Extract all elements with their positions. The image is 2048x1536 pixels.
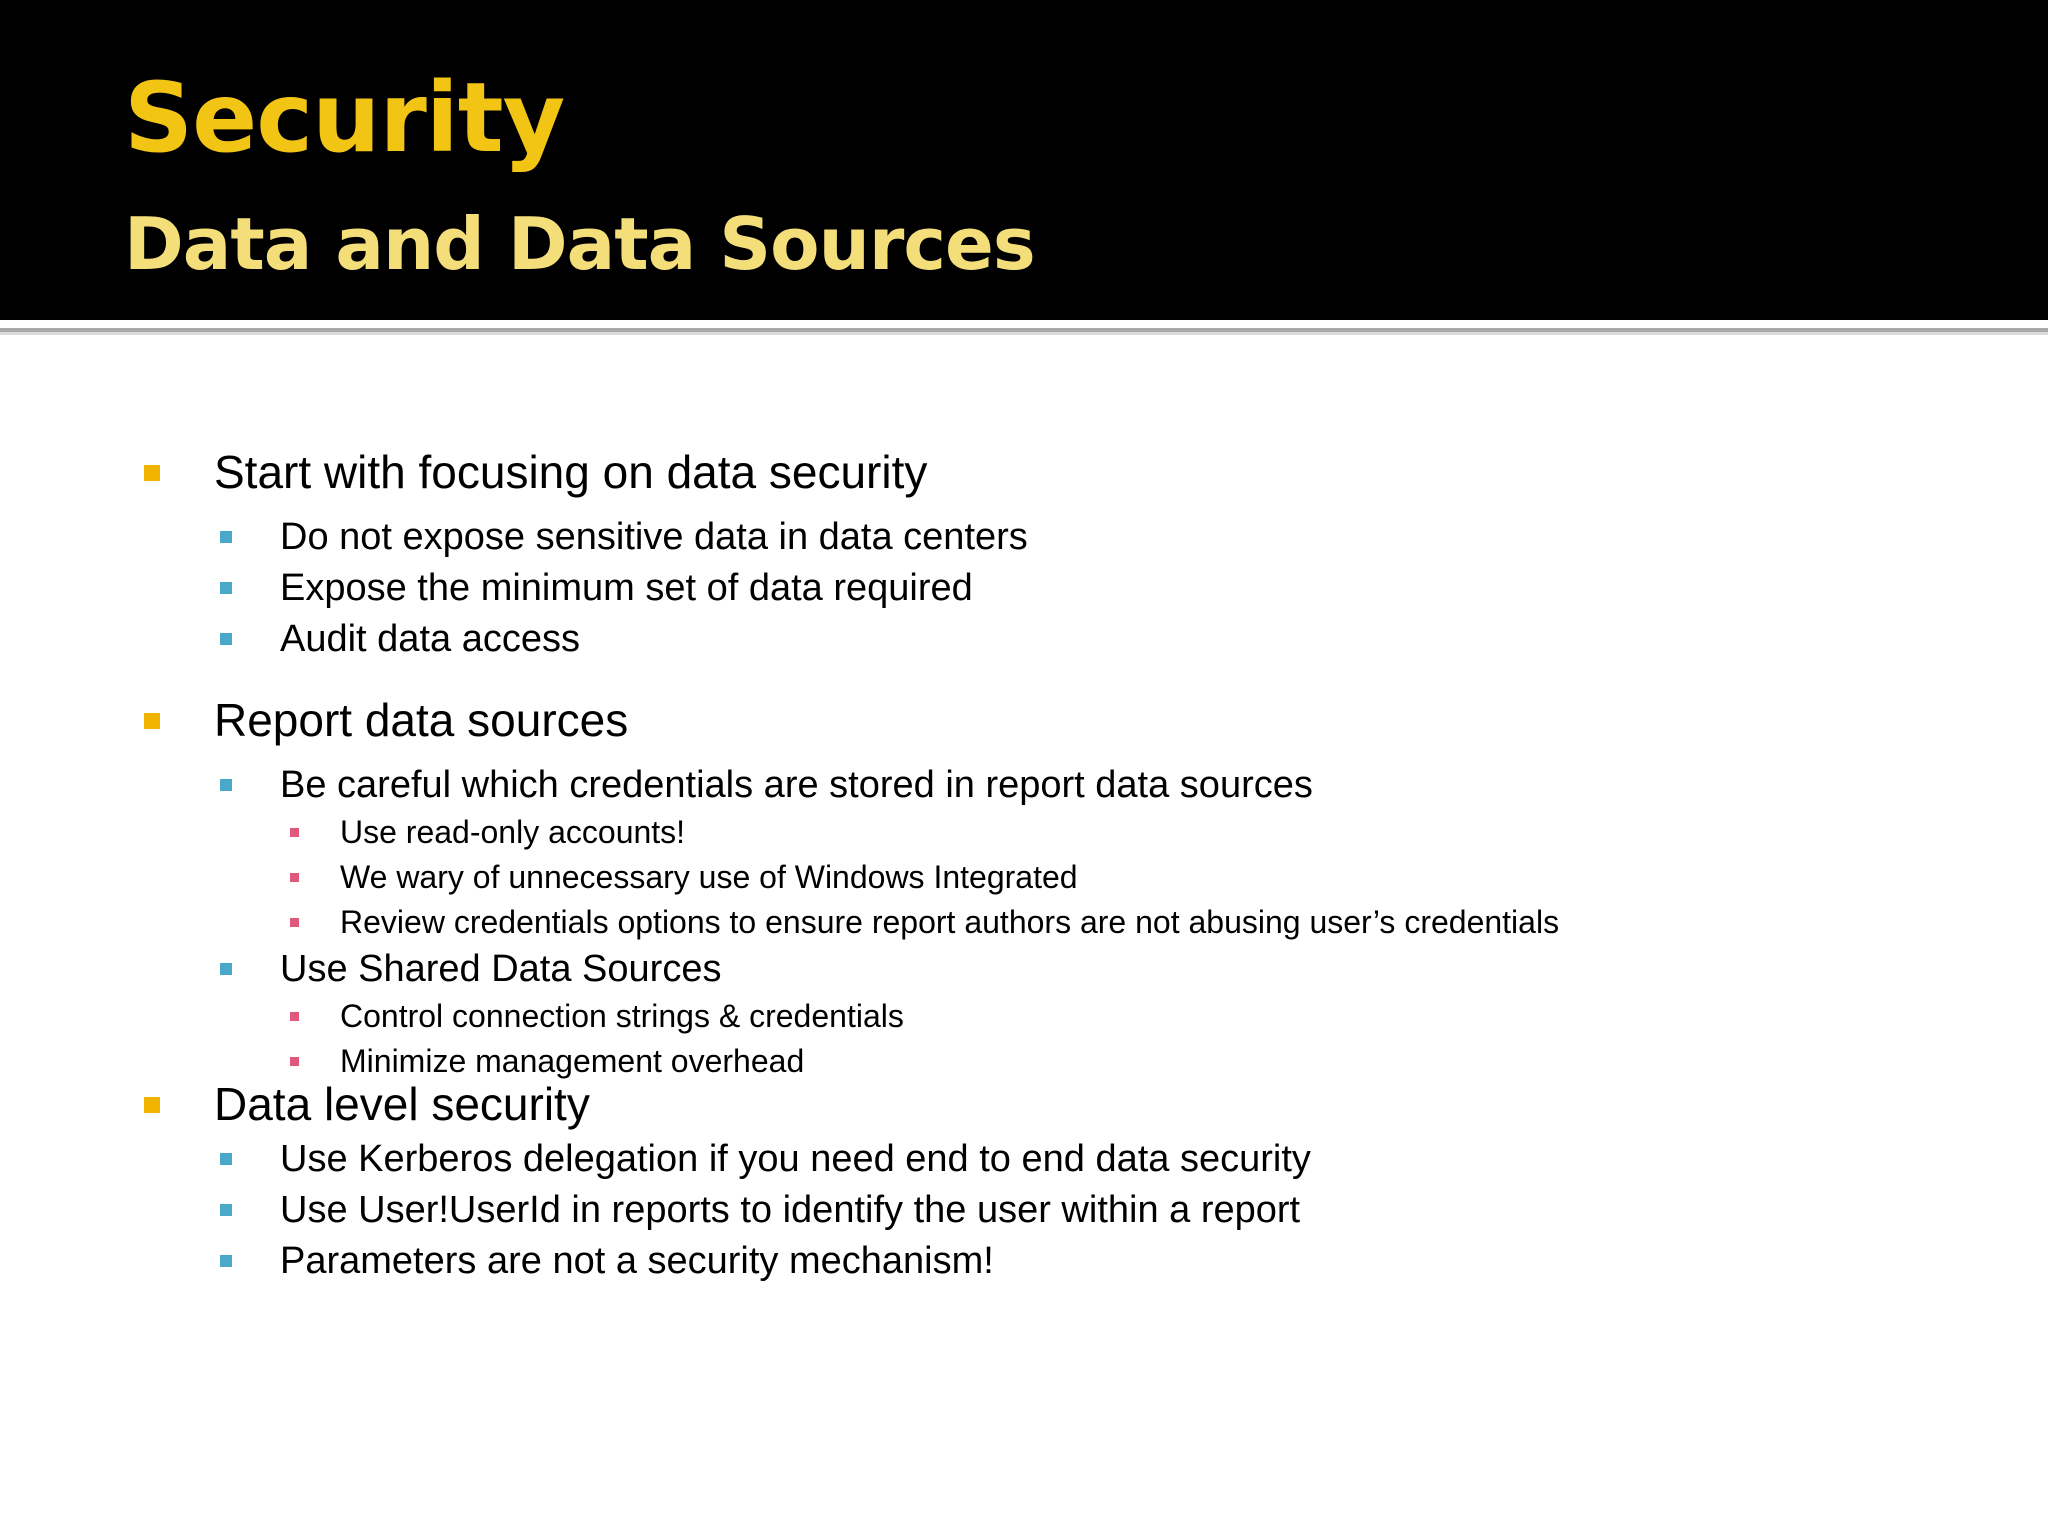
bullet-marker-level1 xyxy=(144,1097,160,1113)
slide-title: Security xyxy=(124,62,565,174)
bullet-text: Use Kerberos delegation if you need end to end data security xyxy=(280,1138,1311,1180)
bullet-text: Review credentials options to ensure report authors are not abusing user’s credentials xyxy=(340,904,1560,940)
bullet-text: Minimize management overhead xyxy=(340,1043,805,1079)
bullet-marker-level3 xyxy=(290,873,299,882)
header-rule-shadow xyxy=(0,332,2048,335)
bullet-marker-level2 xyxy=(220,633,232,645)
bullet-marker-level1 xyxy=(144,713,160,729)
bullet-marker-level1 xyxy=(144,465,160,481)
bullet-text: Report data sources xyxy=(214,694,629,746)
bullet-text: Parameters are not a security mechanism! xyxy=(280,1240,994,1282)
bullet-marker-level2 xyxy=(220,531,232,543)
bullet-text: Do not expose sensitive data in data centers xyxy=(280,516,1028,558)
bullet-text: Expose the minimum set of data required xyxy=(280,567,973,609)
bullet-text: Use read-only accounts! xyxy=(340,814,686,850)
header-divider xyxy=(0,320,2048,328)
bullet-marker-level2 xyxy=(220,963,232,975)
bullet-marker-level3 xyxy=(290,918,299,927)
bullet-marker-level3 xyxy=(290,828,299,837)
bullet-text: We wary of unnecessary use of Windows Integrated xyxy=(340,859,1078,895)
bullet-marker-level2 xyxy=(220,582,232,594)
bullet-text: Be careful which credentials are stored in report data sources xyxy=(280,764,1313,806)
bullet-text: Use Shared Data Sources xyxy=(280,948,722,990)
bullet-marker-level2 xyxy=(220,1255,232,1267)
slide-subtitle: Data and Data Sources xyxy=(124,202,1035,286)
bullet-marker-level2 xyxy=(220,1204,232,1216)
bullet-marker-level2 xyxy=(220,1153,232,1165)
bullet-marker-level3 xyxy=(290,1057,299,1066)
bullet-text: Use User!UserId in reports to identify the user within a report xyxy=(280,1189,1301,1231)
bullet-marker-level2 xyxy=(220,779,232,791)
bullet-text: Audit data access xyxy=(280,618,580,660)
bullet-text: Data level security xyxy=(214,1078,590,1130)
bullet-marker-level3 xyxy=(290,1012,299,1021)
bullet-text: Start with focusing on data security xyxy=(214,446,928,498)
bullet-text: Control connection strings & credentials xyxy=(340,998,904,1034)
